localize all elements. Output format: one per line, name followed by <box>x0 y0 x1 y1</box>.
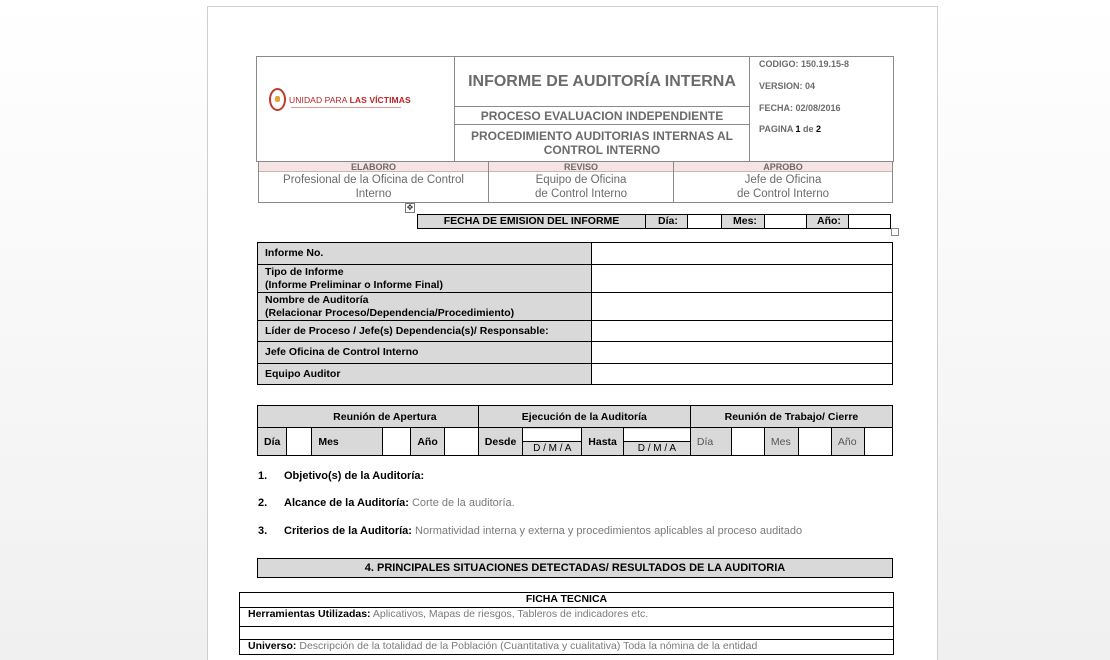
table-move-handle-icon[interactable]: ✥ <box>406 203 414 212</box>
table-row <box>258 293 893 321</box>
version: VERSION: 04 <box>759 81 816 91</box>
blank-row <box>240 627 893 640</box>
signature-reviso <box>489 162 674 203</box>
hasta-input[interactable] <box>624 429 690 442</box>
meetings-table <box>257 405 893 456</box>
document-header <box>256 56 894 162</box>
info-label-line1: Nombre de Auditoría <box>265 293 369 306</box>
ficha-title: FICHA TECNICA <box>240 593 893 608</box>
logo-cell <box>257 57 455 161</box>
codigo: CODIGO: 150.19.15-8 <box>759 59 850 69</box>
herramientas-label: Herramientas Utilizadas: <box>248 608 371 620</box>
item-label: Objetivo(s) de la Auditoría: <box>284 470 425 482</box>
seal-icon <box>269 88 286 111</box>
apertura-dia-field[interactable] <box>287 428 312 456</box>
document-page <box>207 6 938 660</box>
signature-role: APROBO <box>674 162 892 172</box>
fecha-emision-label: FECHA DE EMISION DEL INFORME <box>417 214 646 229</box>
universo-value: Descripción de la totalidad de la Población (Cuantitativa y cualitativa) Toda la nómina de la entidad <box>296 640 758 652</box>
apertura-anio-label: Año <box>411 428 444 456</box>
item-label: Alcance de la Auditoría: <box>284 497 409 509</box>
ejecucion-header: Ejecución de la Auditoría <box>478 406 690 428</box>
signature-aprobo <box>674 162 893 203</box>
ficha-tecnica <box>239 592 894 655</box>
mes-label: Mes: <box>721 214 765 229</box>
pagina-pre: PAGINA <box>759 124 796 134</box>
info-value[interactable] <box>592 321 893 342</box>
logo-strong: LAS VÍCTIMAS <box>349 94 411 105</box>
document-title: INFORME DE AUDITORÍA INTERNA <box>455 57 750 107</box>
list-item <box>258 497 515 509</box>
process-name: PROCESO EVALUACION INDEPENDIENTE <box>455 107 750 125</box>
hasta-label: Hasta <box>582 428 624 456</box>
signature-line2: de Control Interno <box>534 188 628 200</box>
universo-row <box>240 640 893 655</box>
hasta-field[interactable] <box>623 428 690 456</box>
signature-line2: Interno <box>355 188 392 200</box>
apertura-mes-label: Mes <box>312 428 383 456</box>
info-label <box>258 364 592 385</box>
item-text: Normatividad interna y externa y procedimientos aplicables al proceso auditado <box>411 525 803 537</box>
apertura-anio-field[interactable] <box>444 428 478 456</box>
cierre-mes-field[interactable] <box>798 428 831 456</box>
cierre-anio-field[interactable] <box>864 428 892 456</box>
table-row <box>258 428 893 456</box>
info-label-line2: (Relacionar Proceso/Dependencia/Procedimiento) <box>265 306 515 319</box>
info-label-line1: Informe No. <box>265 247 324 259</box>
procedure-line1: PROCEDIMIENTO AUDITORIAS INTERNAS AL <box>470 129 733 143</box>
pagina-num: 1 <box>795 124 801 134</box>
item-number: 1. <box>258 470 268 482</box>
cierre-mes-label: Mes <box>764 428 798 456</box>
anio-label: Año: <box>806 214 849 229</box>
cierre-dia-field[interactable] <box>731 428 764 456</box>
apertura-dia-label: Día <box>258 428 287 456</box>
info-label-line1: Tipo de Informe <box>265 265 344 278</box>
info-value[interactable] <box>592 364 893 385</box>
pagina-total: 2 <box>816 124 822 134</box>
cierre-anio-label: Año <box>831 428 864 456</box>
desde-label: Desde <box>478 428 523 456</box>
cierre-header: Reunión de Trabajo/ Cierre <box>690 406 892 428</box>
signature-line1: Profesional de la Oficina de Control <box>283 174 464 186</box>
pagina <box>759 124 821 134</box>
info-label <box>258 321 592 342</box>
desde-field[interactable] <box>523 428 582 456</box>
item-text: Corte de la auditoría. <box>408 497 515 509</box>
anio-field[interactable] <box>848 214 891 229</box>
procedure-line2: CONTROL INTERNO <box>543 143 661 157</box>
info-value[interactable] <box>592 243 893 265</box>
info-label-line1: Líder de Proceso / Jefe(s) Dependencia(s)/ Responsable: <box>265 324 549 337</box>
section-4-heading: 4. PRINCIPALES SITUACIONES DETECTADAS/ RESULTADOS DE LA AUDITORIA <box>257 558 893 578</box>
table-row <box>258 364 893 385</box>
table-row <box>258 243 893 265</box>
herramientas-value: Aplicativos, Mapas de riesgos, Tableros de indicadores etc. <box>370 608 649 620</box>
list-item <box>258 525 802 537</box>
info-value[interactable] <box>592 265 893 293</box>
dia-label: Día: <box>645 214 688 229</box>
item-number: 3. <box>258 525 268 537</box>
info-label <box>258 293 592 321</box>
list-item <box>258 470 424 482</box>
signature-elaboro <box>258 162 489 203</box>
item-number: 2. <box>258 497 268 509</box>
apertura-mes-field[interactable] <box>383 428 411 456</box>
table-resize-handle-icon[interactable] <box>891 228 899 236</box>
signature-line1: Jefe de Oficina <box>744 174 822 186</box>
table-row <box>258 265 893 293</box>
dia-field[interactable] <box>687 214 722 229</box>
info-value[interactable] <box>592 293 893 321</box>
desde-dma: D / M / A <box>533 443 572 454</box>
procedure-name <box>455 125 750 161</box>
table-row <box>258 321 893 342</box>
info-label-line1: Equipo Auditor <box>265 367 341 380</box>
signature-role: REVISO <box>489 162 673 172</box>
signature-role: ELABORO <box>259 162 488 172</box>
mes-field[interactable] <box>764 214 807 229</box>
herramientas-row <box>240 608 893 627</box>
info-label-line1: Jefe Oficina de Control Interno <box>265 346 419 358</box>
logo-underline <box>291 107 401 108</box>
item-label: Criterios de la Auditoría: <box>284 525 412 537</box>
logo-pre: UNIDAD PARA <box>289 94 350 105</box>
fecha: FECHA: 02/08/2016 <box>759 103 841 113</box>
pagina-mid: de <box>800 124 817 134</box>
table-row <box>258 406 893 428</box>
cierre-dia-label: Día <box>690 428 731 456</box>
info-label <box>258 342 592 364</box>
info-value[interactable] <box>592 342 893 364</box>
info-label <box>258 265 592 293</box>
hasta-dma: D / M / A <box>637 443 677 454</box>
info-table <box>257 242 893 385</box>
signature-line2: de Control Interno <box>736 188 830 200</box>
universo-label: Universo: <box>248 640 297 652</box>
apertura-header: Reunión de Apertura <box>258 406 479 428</box>
table-row <box>258 342 893 364</box>
signature-line1: Equipo de Oficina <box>535 174 627 186</box>
info-label <box>258 243 592 265</box>
info-label-line2: (Informe Preliminar o Informe Final) <box>265 278 443 291</box>
desde-input[interactable] <box>523 429 581 442</box>
